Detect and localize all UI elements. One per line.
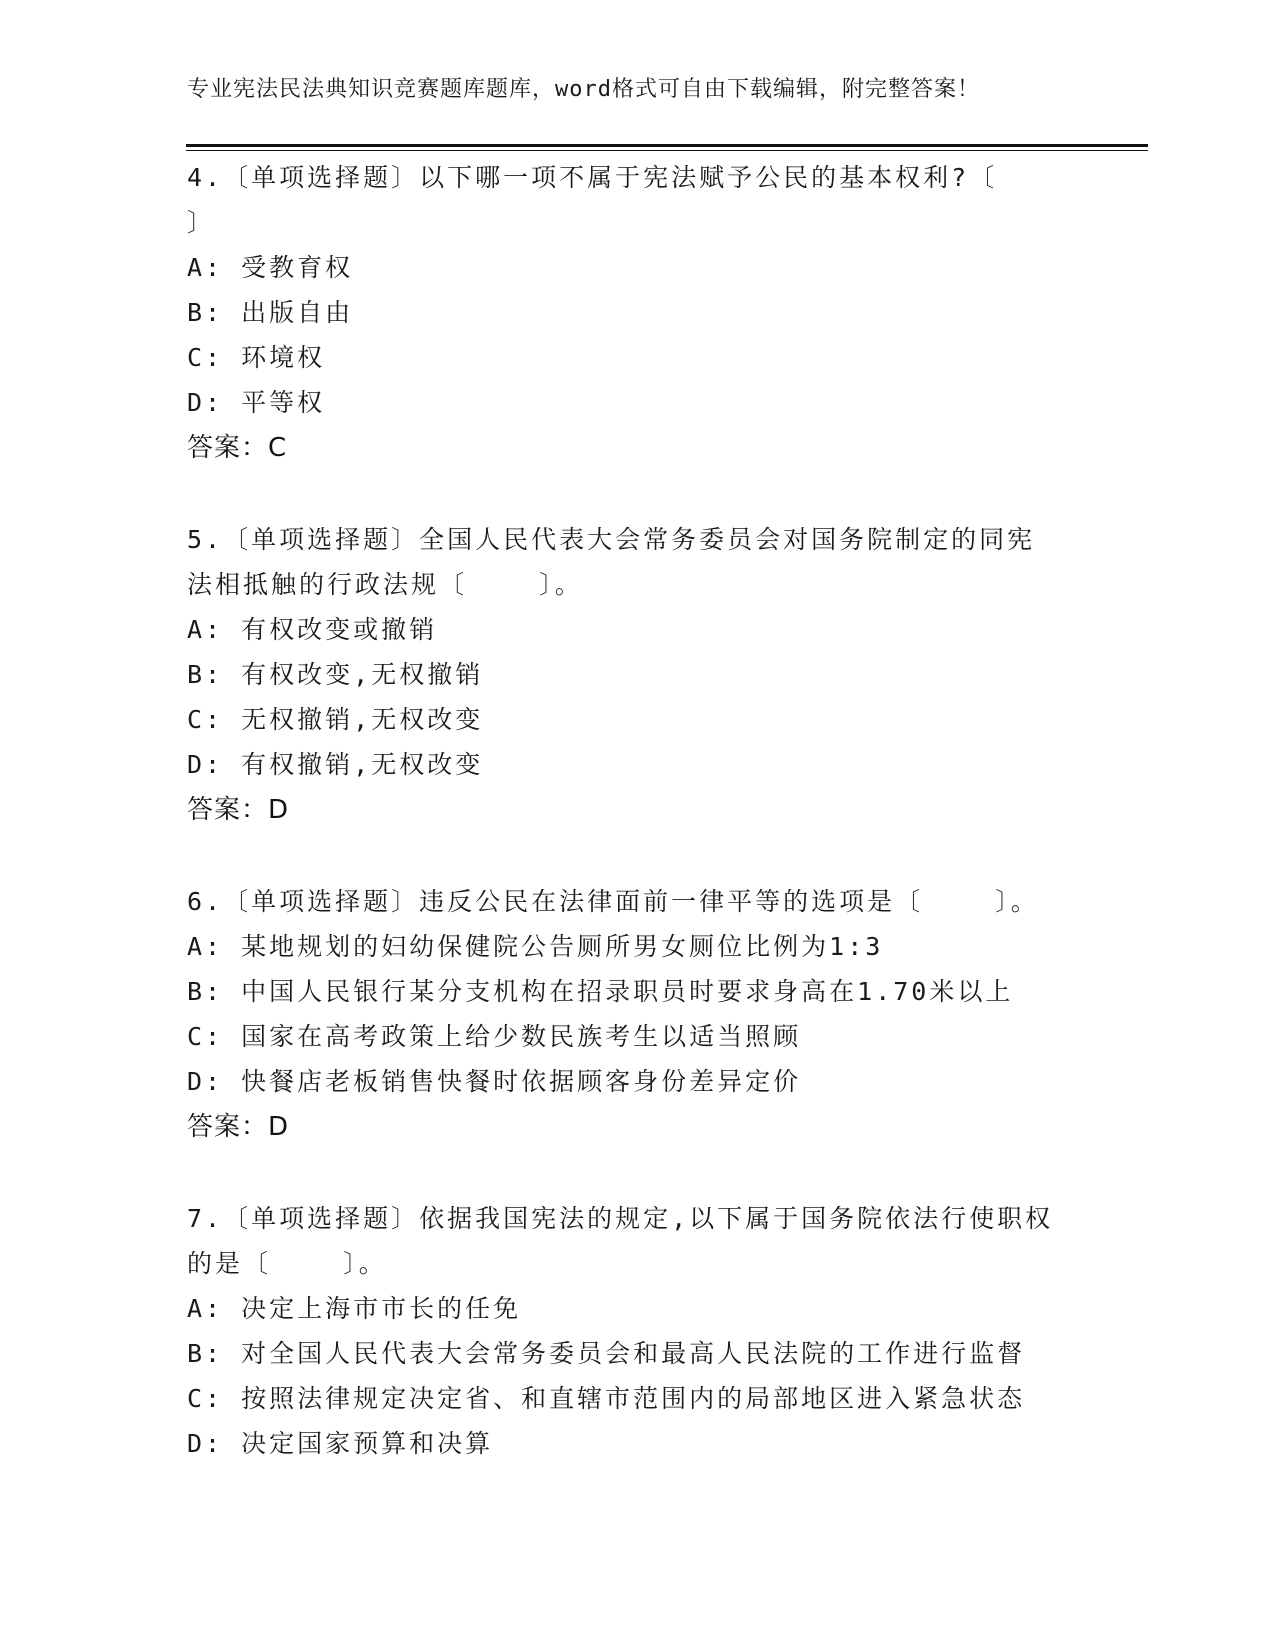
option-a: A: 受教育权 xyxy=(187,253,354,282)
answer: 答案：D xyxy=(187,1112,290,1142)
answer: 答案：D xyxy=(187,795,290,825)
option-d: D: 平等权 xyxy=(187,388,326,417)
option-b: B: 对全国人民代表大会常务委员会和最高人民法院的工作进行监督 xyxy=(187,1339,1026,1368)
option-d: D: 有权撤销,无权改变 xyxy=(187,750,484,779)
option-c: C: 国家在高考政策上给少数民族考生以适当照顾 xyxy=(187,1022,802,1051)
question-stem-continued: 〕 xyxy=(187,208,216,237)
question-list xyxy=(187,155,1087,1466)
option-a: A: 某地规划的妇幼保健院公告厕所男女厕位比例为1:3 xyxy=(187,932,884,961)
option-b: B: 出版自由 xyxy=(187,298,354,327)
option-c: C: 按照法律规定决定省、和直辖市范围内的局部地区进入紧急状态 xyxy=(187,1384,1026,1413)
option-c: C: 环境权 xyxy=(187,343,326,372)
option-d: D: 决定国家预算和决算 xyxy=(187,1429,494,1458)
question-4 xyxy=(187,155,1087,471)
option-a: A: 决定上海市市长的任免 xyxy=(187,1294,522,1323)
question-5 xyxy=(187,517,1087,833)
question-6 xyxy=(187,879,1087,1150)
option-b: B: 中国人民银行某分支机构在招录职员时要求身高在1.70米以上 xyxy=(187,977,1014,1006)
header-divider-thick xyxy=(186,144,1148,147)
question-stem: 5.〔单项选择题〕全国人民代表大会常务委员会对国务院制定的同宪 xyxy=(187,525,1036,554)
question-stem-continued: 法相抵触的行政法规〔 〕。 xyxy=(187,570,583,599)
question-stem: 4.〔单项选择题〕以下哪一项不属于宪法赋予公民的基本权利?〔 xyxy=(187,163,998,192)
option-c: C: 无权撤销,无权改变 xyxy=(187,705,484,734)
page-header: 专业宪法民法典知识竞赛题库题库，word格式可自由下载编辑，附完整答案！ xyxy=(187,77,980,102)
question-stem: 6.〔单项选择题〕违反公民在法律面前一律平等的选项是〔 〕。 xyxy=(187,887,1039,916)
question-7 xyxy=(187,1196,1087,1466)
option-b: B: 有权改变,无权撤销 xyxy=(187,660,484,689)
option-a: A: 有权改变或撤销 xyxy=(187,615,438,644)
answer: 答案：C xyxy=(187,433,288,463)
question-stem: 7.〔单项选择题〕依据我国宪法的规定,以下属于国务院依法行使职权 xyxy=(187,1204,1054,1233)
option-d: D: 快餐店老板销售快餐时依据顾客身份差异定价 xyxy=(187,1067,802,1096)
question-stem-continued: 的是〔 〕。 xyxy=(187,1249,387,1278)
header-divider-thin xyxy=(186,150,1148,151)
